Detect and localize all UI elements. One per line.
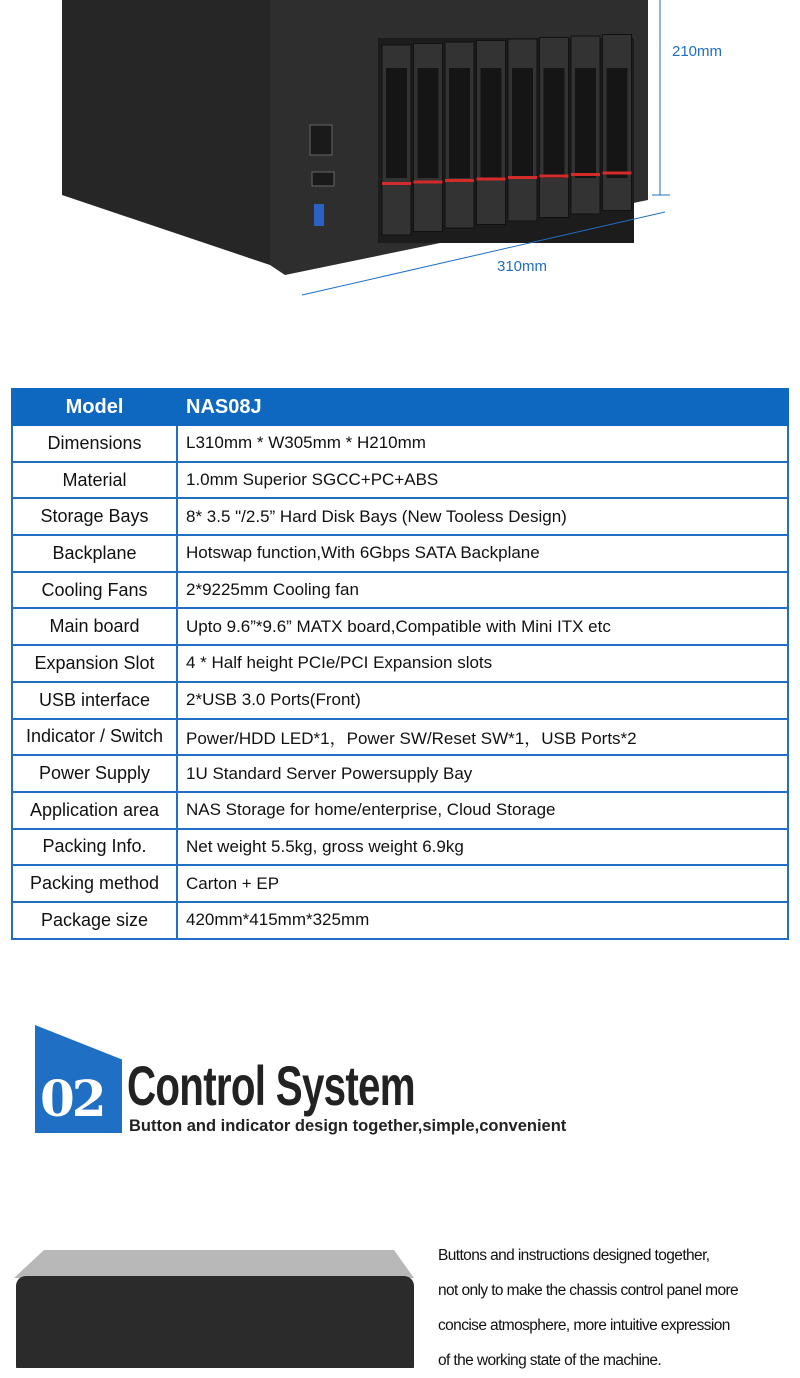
row-label: Indicator / Switch bbox=[12, 719, 177, 756]
description bbox=[438, 1238, 798, 1378]
row-label: Cooling Fans bbox=[12, 572, 177, 609]
row-value: Upto 9.6”*9.6” MATX board,Compatible with Mini ITX etc bbox=[177, 608, 788, 645]
table-row bbox=[12, 719, 788, 756]
length-dimension-label: 310mm bbox=[497, 258, 548, 275]
description-line: of the working state of the machine. bbox=[438, 1352, 662, 1369]
row-label: Power Supply bbox=[12, 755, 177, 792]
header-label: Model bbox=[12, 389, 177, 425]
row-label: Main board bbox=[12, 608, 177, 645]
section-heading bbox=[35, 1025, 635, 1135]
table-row bbox=[12, 865, 788, 902]
row-value: NAS Storage for home/enterprise, Cloud Storage bbox=[177, 792, 788, 829]
table-row bbox=[12, 829, 788, 866]
table-row bbox=[12, 608, 788, 645]
description-line: concise atmosphere, more intuitive expression bbox=[438, 1317, 730, 1334]
row-label: Packing Info. bbox=[12, 829, 177, 866]
description-line: Buttons and instructions designed together, bbox=[438, 1247, 710, 1264]
table-row bbox=[12, 755, 788, 792]
row-value: 420mm*415mm*325mm bbox=[177, 902, 788, 939]
table-row bbox=[12, 498, 788, 535]
row-label: Packing method bbox=[12, 865, 177, 902]
header-value: NAS08J bbox=[177, 389, 788, 425]
row-value: L310mm * W305mm * H210mm bbox=[177, 425, 788, 462]
row-label: Dimensions bbox=[12, 425, 177, 462]
section-title: Control System bbox=[127, 1054, 415, 1117]
row-value: Power/HDD LED*1，Power SW/Reset SW*1，USB Ports*2 bbox=[177, 719, 788, 756]
height-dimension-label: 210mm bbox=[672, 43, 723, 60]
chassis-product-image bbox=[0, 0, 800, 320]
row-value: 8* 3.5 "/2.5” Hard Disk Bays (New Tooless Design) bbox=[177, 498, 788, 535]
table-row bbox=[12, 572, 788, 609]
section-number: 02 bbox=[40, 1069, 104, 1128]
row-value: 2*9225mm Cooling fan bbox=[177, 572, 788, 609]
row-label: USB interface bbox=[12, 682, 177, 719]
row-value: 4 * Half height PCIe/PCI Expansion slots bbox=[177, 645, 788, 682]
row-label: Material bbox=[12, 462, 177, 499]
table-row bbox=[12, 902, 788, 939]
row-label: Expansion Slot bbox=[12, 645, 177, 682]
spec-table bbox=[11, 388, 789, 940]
section-subtitle: Button and indicator design together,simple,convenient bbox=[129, 1117, 567, 1135]
row-value: Net weight 5.5kg, gross weight 6.9kg bbox=[177, 829, 788, 866]
table-row bbox=[12, 682, 788, 719]
description-line: not only to make the chassis control panel more bbox=[438, 1282, 739, 1299]
table-header-row bbox=[12, 389, 788, 425]
table-row bbox=[12, 645, 788, 682]
table-row bbox=[12, 535, 788, 572]
chassis-top-image bbox=[14, 1248, 416, 1368]
table-row bbox=[12, 462, 788, 499]
row-label: Package size bbox=[12, 902, 177, 939]
row-label: Storage Bays bbox=[12, 498, 177, 535]
table-row bbox=[12, 792, 788, 829]
row-value: Hotswap function,With 6Gbps SATA Backplane bbox=[177, 535, 788, 572]
row-label: Application area bbox=[12, 792, 177, 829]
table-row bbox=[12, 425, 788, 462]
row-value: 1U Standard Server Powersupply Bay bbox=[177, 755, 788, 792]
row-value: 1.0mm Superior SGCC+PC+ABS bbox=[177, 462, 788, 499]
row-value: Carton + EP bbox=[177, 865, 788, 902]
row-label: Backplane bbox=[12, 535, 177, 572]
row-value: 2*USB 3.0 Ports(Front) bbox=[177, 682, 788, 719]
